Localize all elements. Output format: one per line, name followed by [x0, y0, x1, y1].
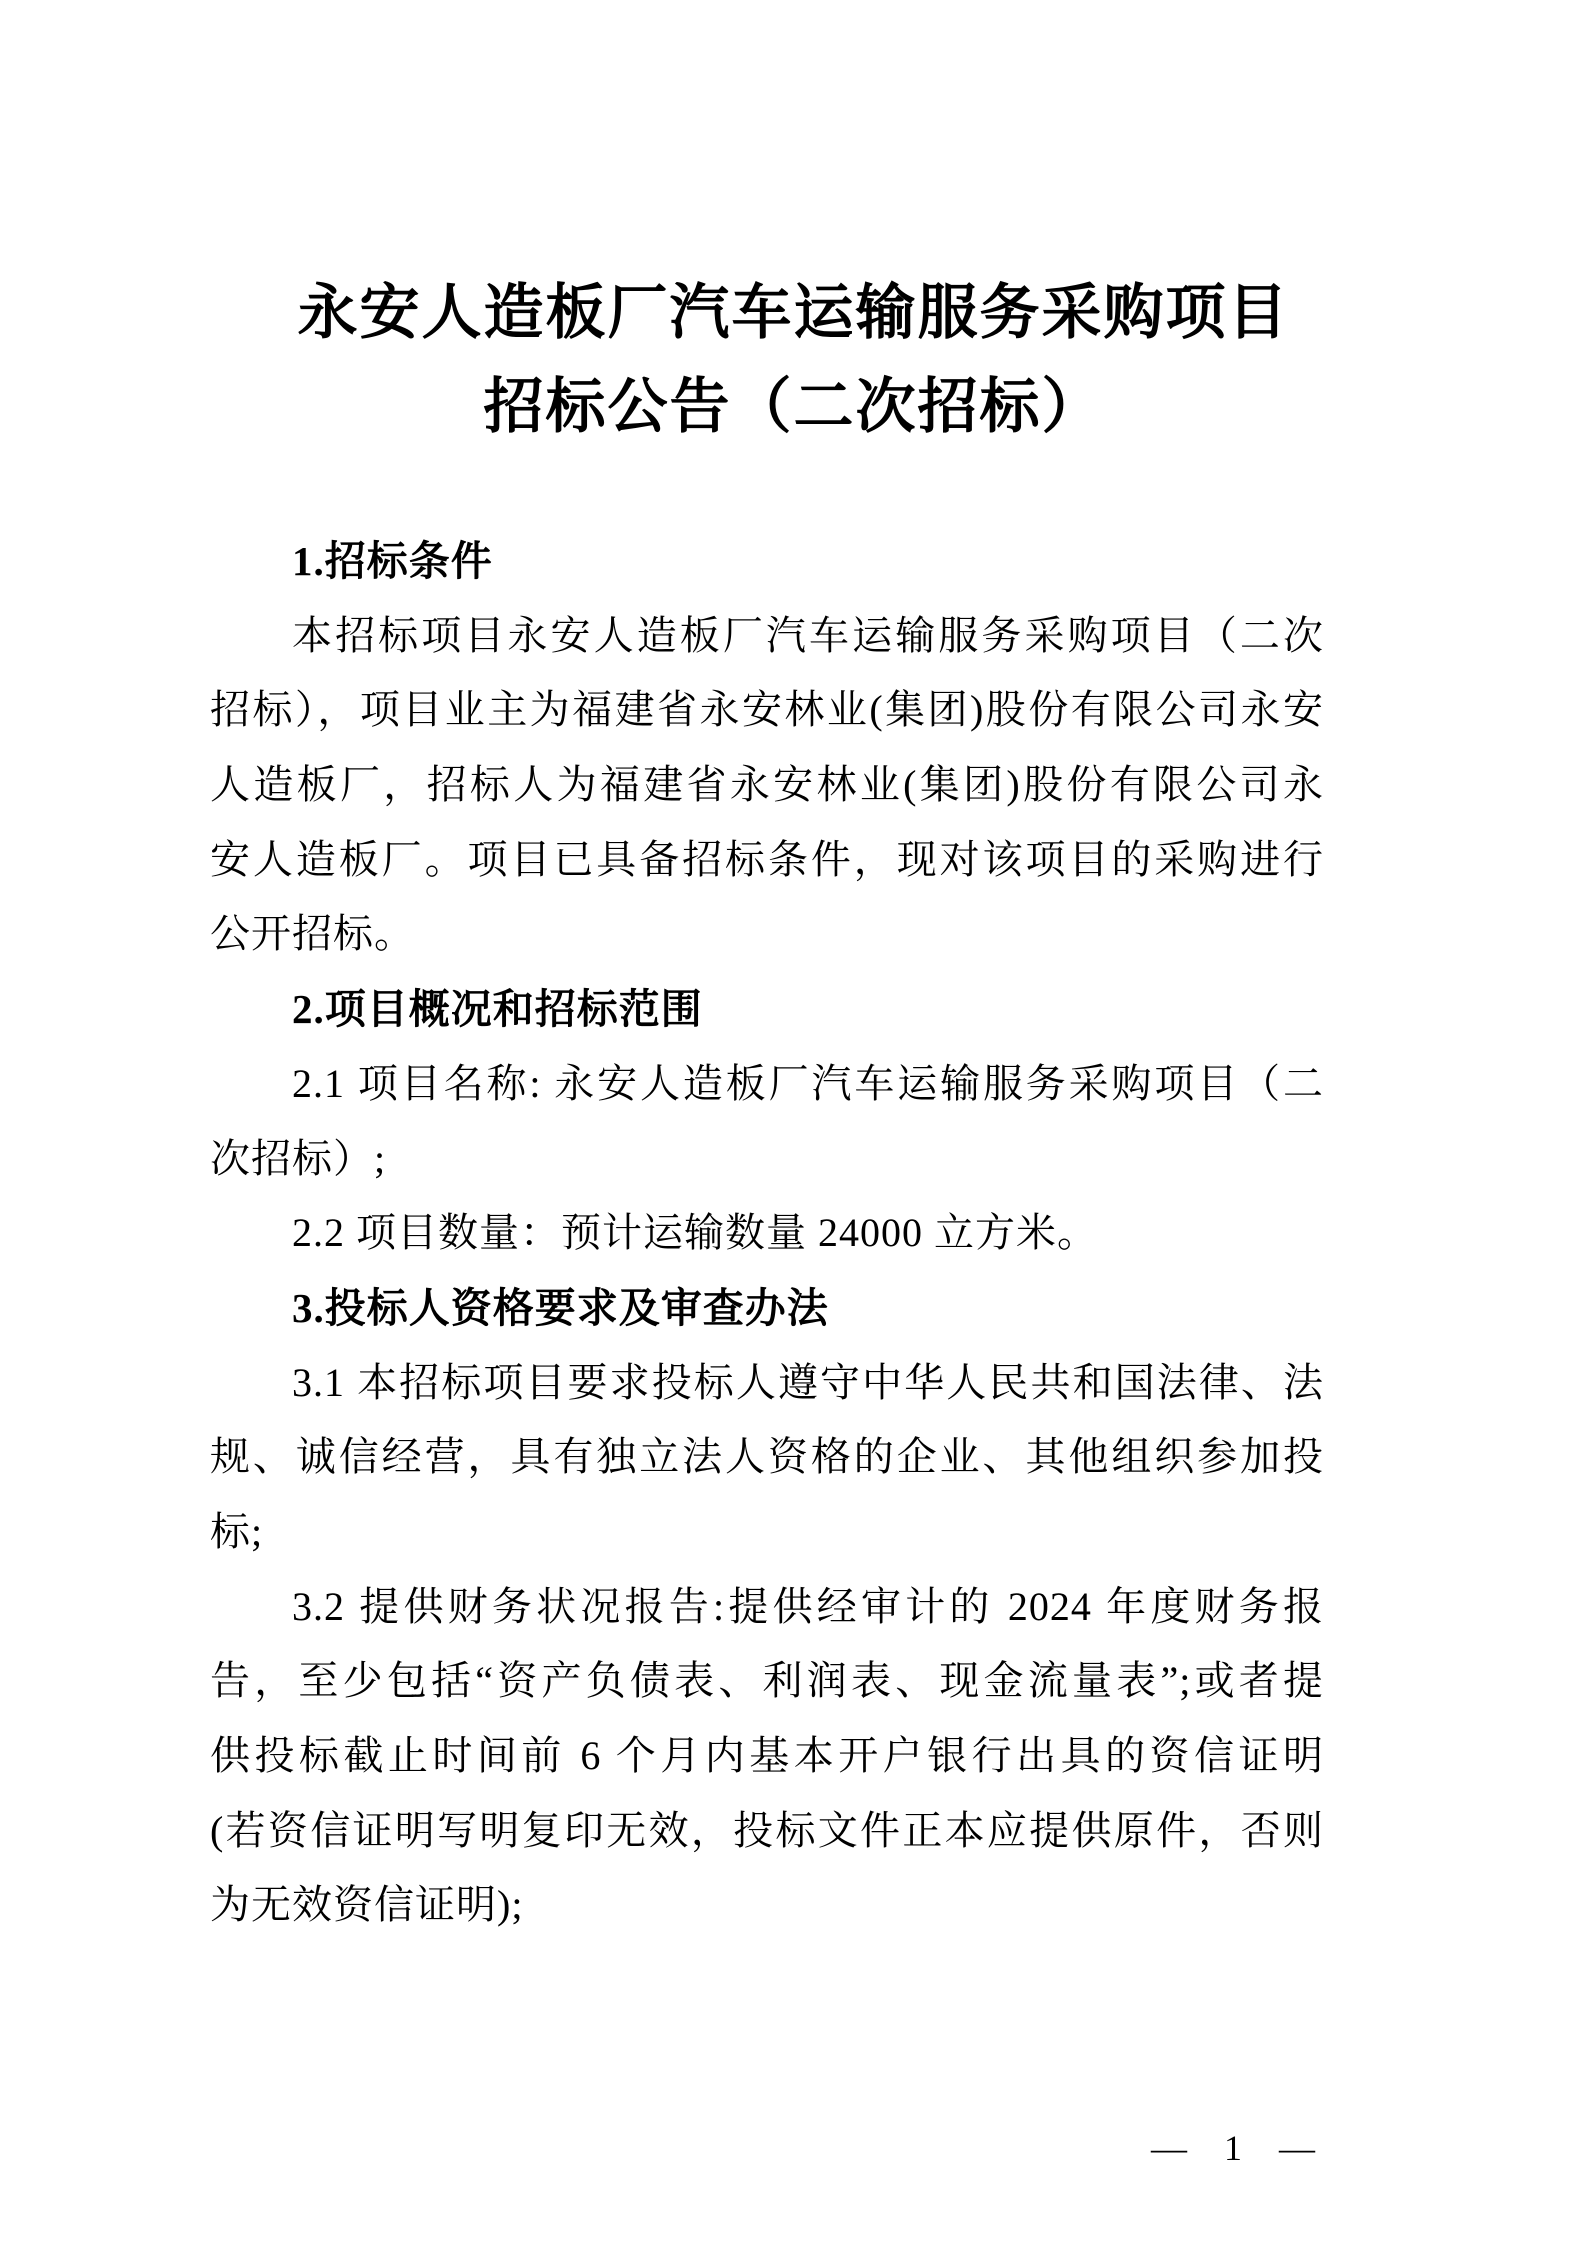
- text-line: 3.2 提供财务状况报告:提供经审计的 2024 年度财务报: [292, 1583, 1324, 1629]
- text-line: 2.项目概况和招标范围: [292, 986, 703, 1033]
- text-line: 安人造板厂。项目已具备招标条件，现对该项目的采购进行: [210, 836, 1324, 882]
- title-line-1: 永安人造板厂汽车运输服务采购项目: [297, 280, 1290, 346]
- text-line: 供投标截止时间前 6 个月内基本开户银行出具的资信证明: [210, 1733, 1324, 1778]
- text-line: 次招标）;: [210, 1135, 387, 1181]
- title-line-2: 招标公告（二次招标）: [483, 374, 1104, 440]
- text-line: 2.2 项目数量：预计运输数量 24000 立方米。: [292, 1210, 1098, 1256]
- text-line: 1.招标条件: [292, 538, 493, 584]
- text-line: 公开招标。: [210, 911, 415, 957]
- text-line: 告，至少包括“资产负债表、利润表、现金流量表”;或者提: [210, 1658, 1324, 1704]
- text-line: (若资信证明写明复印无效，投标文件正本应提供原件，否则: [210, 1807, 1324, 1853]
- text-line: 标;: [210, 1508, 264, 1554]
- text-line: 3.1 本招标项目要求投标人遵守中华人民共和国法律、法: [292, 1359, 1324, 1405]
- text-line: 2.1 项目名称: 永安人造板厂汽车运输服务采购项目（二: [292, 1060, 1324, 1106]
- text-line: 本招标项目永安人造板厂汽车运输服务采购项目（二次: [292, 612, 1324, 658]
- text-line: 规、诚信经营，具有独立法人资格的企业、其他组织参加投: [210, 1434, 1324, 1480]
- text-line: 为无效资信证明);: [210, 1882, 524, 1928]
- page-footer: [1003, 2088, 1315, 2208]
- text-line: 人造板厂，招标人为福建省永安林业(集团)股份有限公司永: [210, 762, 1324, 808]
- text-line: 3.投标人资格要求及审查办法: [292, 1284, 829, 1331]
- document-body: [210, 524, 1324, 1943]
- page-number: — 1 —: [1151, 2128, 1315, 2168]
- document-title: [0, 266, 1587, 454]
- text-line: 招标），项目业主为福建省永安林业(集团)股份有限公司永安: [210, 687, 1324, 733]
